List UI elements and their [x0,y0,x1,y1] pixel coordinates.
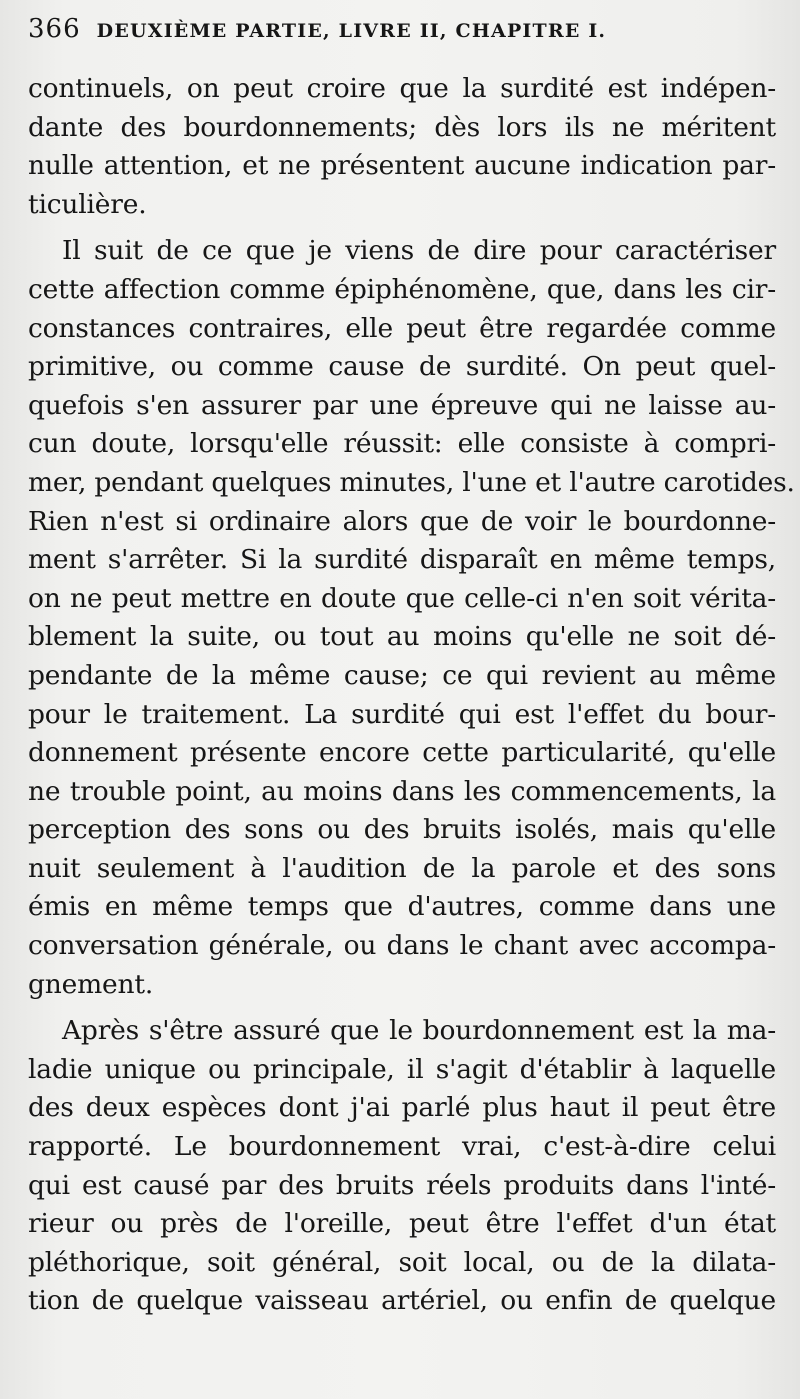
text-line: qui est causé par des bruits réels produits dans l'inté- [28,1169,776,1201]
text-line: on ne peut mettre en doute que celle-ci n'en soit vérita- [28,582,776,614]
text-line: conversation générale, ou dans le chant avec accompa- [28,930,776,962]
paragraph-2 [28,232,795,1004]
text-line: rieur ou près de l'oreille, peut être l'effet d'un état [28,1208,776,1240]
running-head: DEUXIÈME PARTIE, LIVRE II, CHAPITRE I. [96,20,607,42]
text-line: Il suit de ce que je viens de dire pour caractériser [62,235,776,267]
text-line: ticulière. [28,188,147,220]
paragraph-1 [28,70,776,224]
text-line: pour le traitement. La surdité qui est l'effet du bour- [28,698,776,730]
text-line: Rien n'est si ordinaire alors que de voir le bourdonne- [28,505,776,537]
text-line: cette affection comme épiphénomène, que, dans les cir- [28,273,776,305]
text-line: ment s'arrêter. Si la surdité disparaît en même temps, [28,544,776,576]
text-line: ladie unique ou principale, il s'agit d'établir à laquelle [28,1053,776,1085]
page-number: 366 [28,14,81,44]
text-line: constances contraires, elle peut être regardée comme [28,312,776,344]
text-line: ne trouble point, au moins dans les commencements, la [28,775,776,807]
text-line: pendante de la même cause; ce qui revient au même [28,659,776,691]
text-line: rapporté. Le bourdonnement vrai, c'est-à-dire celui [28,1131,776,1163]
text-line: perception des sons ou des bruits isolés, mais qu'elle [28,814,776,846]
text-line: des deux espèces dont j'ai parlé plus haut il peut être [28,1092,776,1124]
text-line: pléthorique, soit général, soit local, ou de la dilata- [28,1246,776,1278]
text-line: dante des bourdonnements; dès lors ils ne méritent [28,111,776,143]
text-line: Après s'être assuré que le bourdonnement est la ma- [62,1015,776,1047]
text-line: nulle attention, et ne présentent aucune indication par- [28,150,776,182]
text-line: quefois s'en assurer par une épreuve qui ne laisse au- [28,389,776,421]
body-text [28,70,795,1321]
text-line: mer, pendant quelques minutes, l'une et l'autre carotides. [28,466,795,498]
text-line: donnement présente encore cette particularité, qu'elle [28,737,776,769]
text-line: tion de quelque vaisseau artériel, ou enfin de quelque [28,1285,776,1317]
text-line: gnement. [28,968,154,1000]
text-line: nuit seulement à l'audition de la parole et des sons [28,852,776,884]
text-line: cun doute, lorsqu'elle réussit: elle consiste à compri- [28,428,776,460]
text-line: blement la suite, ou tout au moins qu'elle ne soit dé- [28,621,776,653]
paragraph-3 [28,1012,776,1321]
text-line: continuels, on peut croire que la surdité est indépen- [28,73,776,104]
text-line: émis en même temps que d'autres, comme dans une [28,891,776,923]
page-header [28,14,778,54]
text-line: primitive, ou comme cause de surdité. On peut quel- [28,351,776,383]
